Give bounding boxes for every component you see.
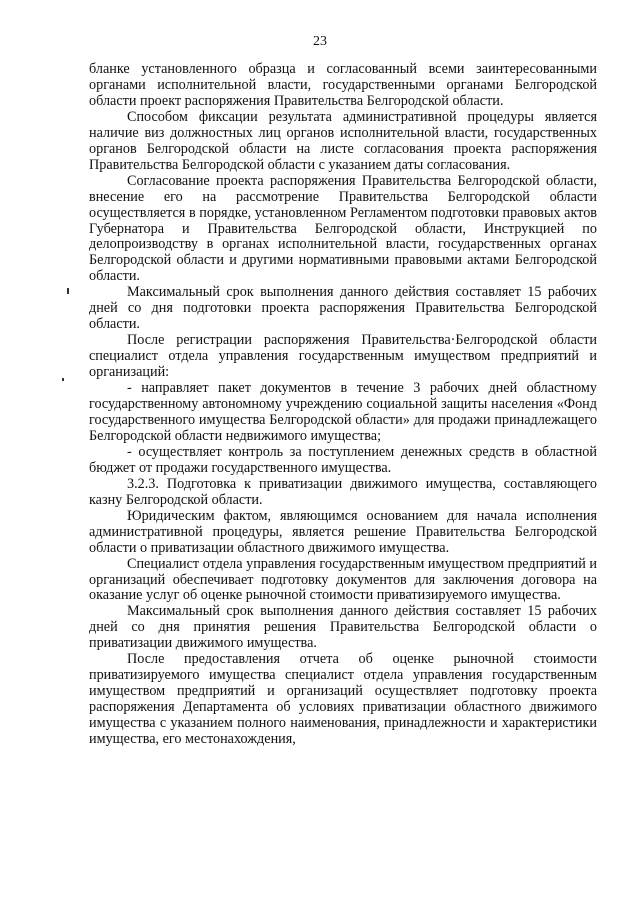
section-heading: 3.2.3. Подготовка к приватизации движимого имущества, составляющего казну Белгородской области. [89, 475, 597, 508]
paragraph: После предоставления отчета об оценке рыночной стоимости приватизируемого имущества специалист отдела управления государственным имуществом предприятий и организаций осуществляет подготовку проекта распоряжения Департамента об условиях приватизации областного движимого имущества с указанием полного наименования, принадлежности и характеристики имущества, его местонахождения, [89, 651, 597, 748]
document-body [89, 62, 597, 748]
margin-mark [67, 288, 69, 294]
page-number: 23 [313, 34, 327, 49]
margin-mark [62, 378, 64, 381]
paragraph: Специалист отдела управления государственным имуществом предприятий и организаций обеспечивает подготовку документов для заключения договора на оказание услуг об оценке рыночной стоимости приватизируемого имущества. [89, 555, 597, 604]
list-item: - направляет пакет документов в течение 3 рабочих дней областному государственному автономному учреждению социальной защиты населения «Фонд государственного имущества Белгородской области» для продажи принадлежащего Белгородской области недвижимого имущества; [89, 380, 597, 444]
paragraph: Максимальный срок выполнения данного действия составляет 15 рабочих дней со дня подготовки проекта распоряжения Правительства Белгородской области. [89, 284, 597, 333]
paragraph: Согласование проекта распоряжения Правительства Белгородской области, внесение его на рассмотрение Правительства Белгородской области осуществляется в порядке, установленном Регламентом подготовки правовых актов Губернатора и Правительства Белгородской области, Инструкцией по делопроизводству в органах исполнительной власти, государственных органах Белгородской области и другими нормативными правовыми актами Белгородской области. [89, 172, 597, 285]
paragraph: бланке установленного образца и согласованный всеми заинтересованными органами исполнительной власти, государственными органами Белгородской области проект распоряжения Правительства Белгородской области. [89, 61, 597, 109]
list-item: - осуществляет контроль за поступлением денежных средств в областной бюджет от продажи государственного имущества. [89, 443, 597, 476]
paragraph: После регистрации распоряжения Правительства·Белгородской области специалист отдела управления государственным имуществом предприятий и организаций: [89, 332, 597, 381]
paragraph: Способом фиксации результата административной процедуры является наличие виз должностных лиц органов исполнительной власти, государственных органов Белгородской области на листе согласования проекта распоряжения Правительства Белгородской области с указанием даты согласования. [89, 108, 597, 173]
paragraph: Юридическим фактом, являющимся основанием для начала исполнения административной процедуры, является решение Правительства Белгородской области о приватизации областного движимого имущества. [89, 507, 597, 556]
paragraph: Максимальный срок выполнения данного действия составляет 15 рабочих дней со дня принятия решения Правительства Белгородской области о приватизации движимого имущества. [89, 603, 597, 652]
